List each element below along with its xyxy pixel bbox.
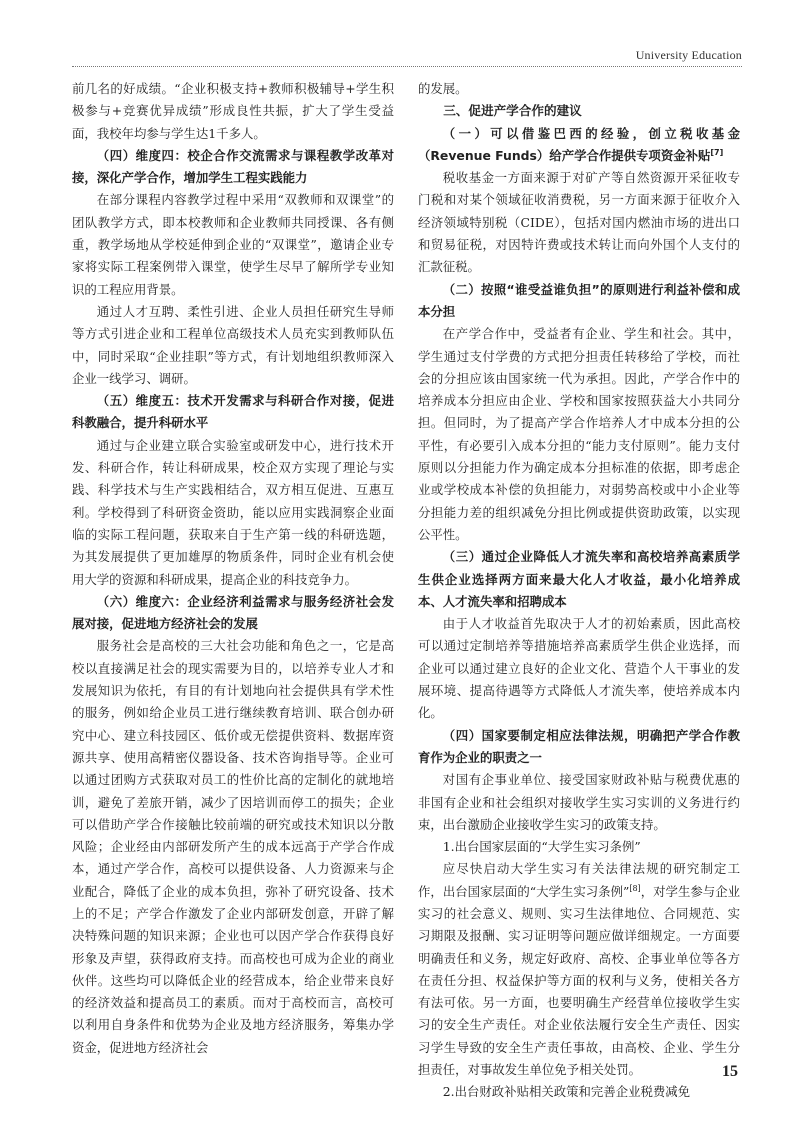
- paragraph: 税收基金一方面来源于对矿产等自然资源开采征收专门税和对某个领域征收消费税，另一方面来源于征收介入经济领域特别税（CIDE），包括对国内燃油市场的进出口和贸易征税，对因特许费或技术转让而向外国个人支付的汇款征税。: [418, 170, 740, 275]
- paragraph: 前几名的好成绩。“企业积极支持+教师积极辅导+学生积极参与+竞赛优异成绩”形成良性共振，扩大了学生受益面，我校年均参与学生达1千多人。: [72, 81, 394, 141]
- citation-ref: [8]: [629, 883, 641, 893]
- subsection-heading-6: （六）维度六：企业经济利益需求与服务经济社会发展对接，促进地方经济社会的发展: [72, 593, 394, 632]
- recommendation-heading-3: （三）通过企业降低人才流失率和高校培养高素质学生供企业选择两方面来最大化人才收益，最小化培养成本、人才流失率和招聘成本: [418, 549, 740, 609]
- numbered-subheading: 1.出台国家层面的“大学生实习条例”: [442, 839, 641, 855]
- recommendation-heading-1: （一）可以借鉴巴西的经验，创立税收基金（Revenue Funds）给产学合作提供专项资金补贴[7]: [418, 125, 740, 163]
- recommendation-heading-2: （二）按照“谁受益谁负担”的原则进行利益补偿和成本分担: [418, 281, 740, 319]
- header-dotted-rule: [72, 66, 742, 67]
- paragraph: 对国有企事业单位、接受国家财政补贴与税费优惠的非国有企业和社会组织对接收学生实习实训的义务进行约束，出台激励企业接收学生实习的政策支持。: [418, 772, 740, 832]
- running-header: [72, 44, 742, 70]
- numbered-subheading: 2.出台财政补贴相关政策和完善企业税费减免: [442, 1084, 691, 1100]
- paragraph: 通过与企业建立联合实验室或研发中心，进行技术开发、科研合作，转让科研成果，校企双方实现了理论与实践、科学技术与生产实践相结合，双方相互促进、互惠互利。学校得到了科研资金资助，能以应用实践洞察企业面临的实际工程问题，获取来自于生产第一线的科研选题，为其发展提供了更加雄厚的物质条件，同时企业有机会使用大学的资源和科研成果，提高企业的科技竞争力。: [72, 437, 394, 587]
- recommendation-heading-4: （四）国家要制定相应法律法规，明确把产学合作教育作为企业的职责之一: [418, 727, 740, 765]
- right-column: [418, 78, 740, 1104]
- page-number: 15: [722, 1063, 738, 1080]
- section-heading: 三、促进产学合作的建议: [443, 103, 582, 119]
- paragraph: 通过人才互聘、柔性引进、企业人员担任研究生导师等方式引进企业和工程单位高级技术人员充实到教师队伍中，同时采取“企业挂职”等方式，有计划地组织教师深入企业一线学习、调研。: [72, 303, 394, 386]
- citation-ref: [7]: [710, 147, 724, 157]
- paragraph: 的发展。: [418, 81, 468, 96]
- subsection-heading-4: （四）维度四：校企合作交流需求与课程教学改革对接，深化产学合作，增加学生工程实践能力: [72, 147, 394, 186]
- subsection-heading-5: （五）维度五：技术开发需求与科研合作对接，促进科教融合，提升科研水平: [72, 393, 394, 431]
- left-column: [72, 78, 394, 1059]
- journal-name: University Education: [635, 48, 742, 62]
- paragraph: 应尽快启动大学生实习有关法律法规的研究制定工作，出台国家层面的“大学生实习条例”[8]，对学生参与企业实习的社会意义、规则、实习生法律地位、合同规范、实习期限及报酬、实习证明等问题应做详细规定。一方面要明确责任和义务，规定好政府、高校、企事业单位等各方在责任分担、权益保护等方面的权利与义务，使相关各方有法可依。另一方面，也要明确生产经营单位接收学生实习的安全生产责任。对企业依法履行安全生产责任、因实习学生导致的安全生产责任事故，由高校、企业、学生分担责任，对事故发生单位免予相关处罚。: [418, 861, 741, 1078]
- paragraph: 由于人才收益首先取决于人才的初始素质，因此高校可以通过定制培养等措施培养高素质学生供企业选择，而企业可以通过建立良好的企业文化、营造个人干事业的发展环境、提高待遇等方式降低人才流失率，使培养成本内化。: [418, 616, 740, 721]
- paragraph: 在产学合作中，受益者有企业、学生和社会。其中，学生通过支付学费的方式把分担责任转移给了学校，而社会的分担应该由国家统一代为承担。因此，产学合作中的培养成本分担应由企业、学校和国家按照获益大小共同分担。但同时，为了提高产学合作培养人才中成本分担的公平性，有必要引入成本分担的“能力支付原则”。能力支付原则以分担能力作为确定成本分担标准的依据，即考虑企业或学校成本补偿的负担能力，对弱势高校或中小企业等分担能力差的组织减免分担比例或提供资助政策，以实现公平性。: [418, 326, 740, 542]
- paragraph: 服务社会是高校的三大社会功能和角色之一，它是高校以直接满足社会的现实需要为目的，以培养专业人才和发展知识为依托，有目的有计划地向社会提供具有学术性的服务，例如给企业员工进行继续教育培训、联合创办研究中心、建立科技园区、低价或无偿提供资料、数据库资源共享、使用高精密仪器设备、技术咨询指导等。企业可以通过团购方式获取对员工的性价比高的定制化的就地培训，避免了差旅开销，减少了因培训而停工的损失；企业可以借助产学合作接触比较前端的研究或技术知识以分散风险；企业经由内部研发所产生的成本远高于产学合作成本，通过产学合作，高校可以提供设备、人力资源来与企业配合，降低了企业的成本负担，弥补了研究设备、技术上的不足；产学合作激发了企业内部研发创意，开辟了解决特殊问题的知识来源；企业也可以因产学合作获得良好形象及声望，获得政府支持。而高校也可成为企业的商业伙伴。这些均可以降低企业的经营成本，给企业带来良好的经济效益和提高员工的素质。而对于高校而言，高校可以利用自身条件和优势为企业及地方经济服务，筹集办学资金，促进地方经济社会: [72, 638, 394, 1055]
- paragraph: 在部分课程内容教学过程中采用“双教师和双课堂”的团队教学方式，即本校教师和企业教师共同授课、各有侧重，教学场地从学校延伸到企业的“双课堂”，邀请企业专家将实际工程案例带入课堂，使学生尽早了解所学专业知识的工程应用背景。: [72, 192, 394, 297]
